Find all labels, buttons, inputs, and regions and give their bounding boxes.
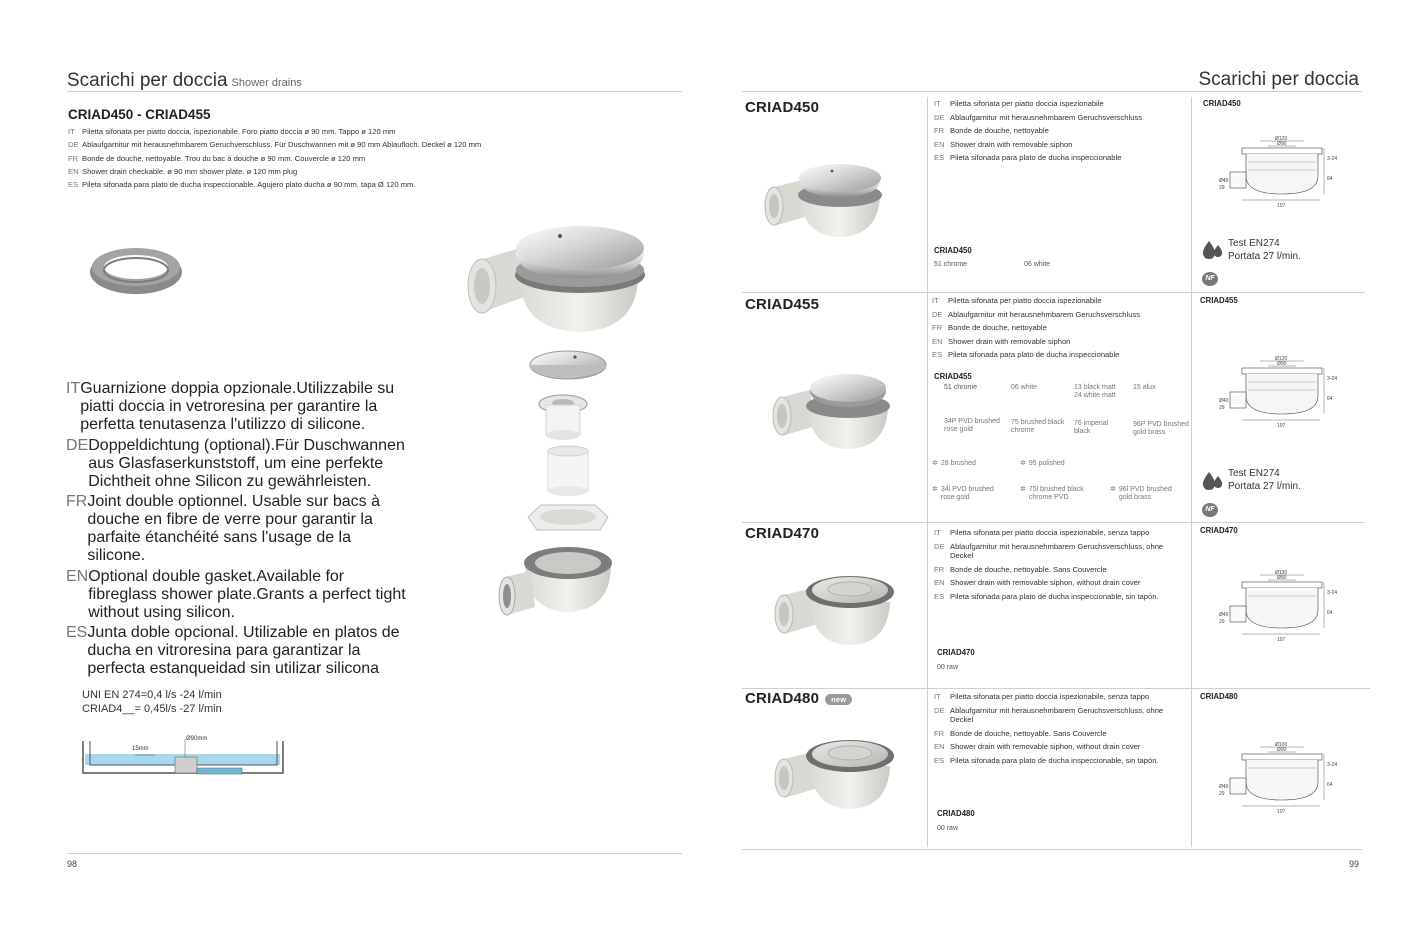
row-separator xyxy=(742,292,1365,293)
finish-code-criad450: CRIAD450 xyxy=(934,246,972,255)
finish-76-line2: black xyxy=(1074,428,1091,436)
desc-row: FR Bonde de douche, nettoyable. Sans Couvercle xyxy=(934,728,1107,738)
desc-row: IT Piletta sifonata per piatto doccia ispezionabile, senza tappo xyxy=(934,692,1150,701)
dim-label: 29 xyxy=(1219,405,1225,411)
finish-96p xyxy=(1133,421,1189,437)
dim-label: 29 xyxy=(1219,791,1225,797)
dim-label: 3-24 xyxy=(1327,156,1338,162)
desc-row: EN Shower drain with removable siphon, without drain cover xyxy=(934,742,1141,751)
product-desc-criad455 xyxy=(932,296,1187,364)
shower-tray-diagram xyxy=(80,733,290,783)
star-icon: ✲ xyxy=(1110,486,1116,493)
desc-line: ES Pileta sifonada para plato de ducha inspeccionable. Agujero plato ducha ø 90 mm. tapa Ø 120 mm. xyxy=(68,180,416,190)
dim-label: 29 xyxy=(1219,185,1225,191)
right-title-rule xyxy=(742,91,1362,92)
gasket-line: IT Guarnizione doppia opzionale.Utilizzabile su piatti doccia in vetroresina per garantire la perfetta tenutasenza l'utilizzo di silicone. xyxy=(66,380,395,433)
desc-line: DE Ablaufgarnitur mit herausnehmbarem Geruchverschluss. Für Duschwannen mit ø 90 mm Ablaufloch. Deckel ø 120 mm xyxy=(68,140,482,150)
product-code-criad480 xyxy=(745,690,852,707)
dim-label: Ø120 xyxy=(1275,356,1288,362)
finish-95-polished: ✲ 95 polished xyxy=(1020,460,1065,467)
dim-label: 107 xyxy=(1277,203,1286,209)
drawing-code-criad455: CRIAD455 xyxy=(1200,296,1238,305)
finish-75 xyxy=(1011,419,1064,435)
dim-label: Ø90 xyxy=(1277,361,1287,367)
dim-label: Ø90 xyxy=(1277,141,1287,147)
desc-row: ES Pileta sifonada para plato de ducha inspeccionable, sin tapón. xyxy=(934,591,1159,601)
desc-row: IT Piletta sifonata per piatto doccia ispezionabile, senza tappo xyxy=(934,528,1150,537)
finish-15-alux: 15 alux xyxy=(1133,384,1156,391)
desc-row: FR Bonde de douche, nettoyable xyxy=(932,323,1047,332)
gasket-line: ES Junta doble opcional. Utilizable en platos de ducha en vitroresina para garantizar la perfecta estanqueidad sin utilizar silicona xyxy=(66,624,400,678)
technical-drawing-criad455 xyxy=(1216,352,1346,432)
left-footer-rule xyxy=(67,853,682,854)
finish-13-24 xyxy=(1074,384,1116,400)
dim-label: Ø40 xyxy=(1219,784,1229,790)
technical-drawing-criad470 xyxy=(1216,566,1346,646)
finish-75l: ✲ 75l brushed black chrome PVD xyxy=(1020,486,1084,502)
product-image-criad450 xyxy=(762,160,892,240)
product-image-criad455 xyxy=(770,370,900,452)
test-standard: Test EN274 xyxy=(1228,468,1280,479)
technical-drawing-criad450 xyxy=(1216,132,1346,212)
star-icon: ✲ xyxy=(932,486,938,493)
flow-line-2: CRIAD4__= 0,45l/s -27 l/min xyxy=(82,703,222,715)
column-separator xyxy=(927,97,928,847)
left-title-text: Scarichi per doccia xyxy=(67,70,228,91)
desc-line: FR Bonde de douche, nettoyable. Trou du bac à douche ø 90 mm. Couvercle ø 120 mm xyxy=(68,153,366,163)
dim-label: 64 xyxy=(1327,396,1333,402)
gasket-image xyxy=(84,240,194,300)
test-flow: Portata 27 l/min. xyxy=(1228,481,1301,492)
finish-raw: 00 raw xyxy=(937,825,959,832)
finish-34p xyxy=(944,418,1000,434)
finish-96p-line1: 96P PVD brushed xyxy=(1133,421,1189,428)
finish-34l: ✲ 34l PVD brushed rose gold xyxy=(932,486,994,502)
dim-label: 64 xyxy=(1327,782,1333,788)
dim-label: 3-24 xyxy=(1327,376,1338,382)
column-separator xyxy=(1191,97,1192,847)
diagram-label-15: 15mm xyxy=(132,746,149,752)
row-separator xyxy=(742,688,1370,689)
desc-row: FR Bonde de douche, nettoyable. Sans Couvercle xyxy=(934,564,1107,574)
product-code-text: CRIAD480 xyxy=(745,690,820,707)
star-icon: ✲ xyxy=(932,460,938,467)
right-page-title: Scarichi per doccia xyxy=(1198,69,1359,90)
nf-certification-icon: NF xyxy=(1202,272,1218,286)
water-drops-icon xyxy=(1201,470,1225,492)
desc-row: DE Ablaufgarnitur mit herausnehmbarem Geruchsverschluss, ohne Deckel xyxy=(934,541,1164,560)
finish-code-criad455: CRIAD455 xyxy=(934,372,972,381)
finish-34p-line2: rose gold xyxy=(944,426,973,434)
test-standard: Test EN274 xyxy=(1228,238,1280,249)
finish-13-black-matt: 13 black matt xyxy=(1074,384,1116,391)
gasket-description xyxy=(66,380,411,681)
finish-96p-line2: gold brass xyxy=(1133,429,1166,437)
finish-code-criad470: CRIAD470 xyxy=(937,648,975,657)
desc-row: IT Piletta sifonata per piatto doccia ispezionabile xyxy=(932,296,1102,305)
finish-raw: 00 raw xyxy=(937,664,959,671)
diagram-label-90: Ø90mm xyxy=(186,736,208,742)
right-footer-rule xyxy=(742,849,1362,850)
left-subtitle: Shower drains xyxy=(231,77,302,89)
dim-label: Ø90 xyxy=(1277,747,1287,753)
technical-drawing-criad480 xyxy=(1216,738,1346,818)
dim-label: 3-24 xyxy=(1327,762,1338,768)
product-desc-criad470 xyxy=(934,528,1184,605)
dim-label: Ø40 xyxy=(1219,178,1229,184)
desc-row: DE Ablaufgarnitur mit herausnehmbarem Geruchsverschluss xyxy=(932,309,1141,319)
water-drops-icon xyxy=(1201,239,1225,261)
dim-label: Ø120 xyxy=(1275,136,1288,142)
dim-label: 3-24 xyxy=(1327,590,1338,596)
product-image-criad470 xyxy=(772,568,902,650)
test-info-criad455 xyxy=(1228,467,1301,493)
dim-label: Ø40 xyxy=(1219,612,1229,618)
star-icon: ✲ xyxy=(1020,460,1026,467)
product-code-criad470: CRIAD470 xyxy=(745,525,820,542)
drawing-code-criad450: CRIAD450 xyxy=(1203,99,1241,108)
star-icon: ✲ xyxy=(1020,486,1026,493)
flow-rates xyxy=(82,688,222,716)
desc-line: IT Piletta sifonata per piatto doccia, ispezionabile. Foro piatto doccia ø 90 mm. Tappo ø 120 mm xyxy=(68,127,396,136)
dim-label: Ø40 xyxy=(1219,398,1229,404)
finish-34p-line1: 34P PVD brushed xyxy=(944,418,1000,425)
left-heading: CRIAD450 - CRIAD455 xyxy=(68,107,211,122)
left-title-rule xyxy=(67,91,682,92)
drawing-code-criad480: CRIAD480 xyxy=(1200,692,1238,701)
product-code-criad450: CRIAD450 xyxy=(745,99,820,116)
test-flow: Portata 27 l/min. xyxy=(1228,251,1301,262)
right-page-number: 99 xyxy=(1349,859,1360,869)
desc-row: ES Pileta sifonada para plato de ducha inspeccionable xyxy=(934,153,1122,162)
desc-line: EN Shower drain checkable. ø 90 mm shower plate. ø 120 mm plug xyxy=(68,166,298,176)
drain-assembled-image xyxy=(460,220,660,340)
finish-06-white: 06 white xyxy=(1011,384,1038,391)
gasket-line: EN Optional double gasket.Available for fibreglass shower plate.Grants a perfect tight without using silicon. xyxy=(66,567,406,621)
nf-certification-icon: NF xyxy=(1202,503,1218,517)
finish-75-line1: 75 brushed black xyxy=(1011,419,1065,426)
drawing-code-criad470: CRIAD470 xyxy=(1200,526,1238,535)
desc-row: IT Piletta sifonata per piatto doccia ispezionabile xyxy=(934,99,1104,108)
desc-row: ES Pileta sifonada para plato de ducha inspeccionable, sin tapón. xyxy=(934,755,1159,765)
dim-label: Ø100 xyxy=(1275,742,1288,748)
desc-row: FR Bonde de douche, nettoyable xyxy=(934,126,1049,135)
gasket-line: FR Joint double optionnel. Usable sur bacs à douche en fibre de verre pour garantir la parfaite étanchéité sans l'usage de la silicone. xyxy=(66,493,380,565)
desc-row: DE Ablaufgarnitur mit herausnehmbarem Geruchsverschluss xyxy=(934,112,1143,122)
finish-51-chrome: 51 chrome xyxy=(944,384,978,391)
dim-label: 107 xyxy=(1277,423,1286,429)
dim-label: Ø130 xyxy=(1275,570,1288,576)
test-info-criad450 xyxy=(1228,237,1301,263)
dim-label: 29 xyxy=(1219,619,1225,625)
product-code-criad455: CRIAD455 xyxy=(745,296,820,313)
finish-white: 06 white xyxy=(1024,261,1051,268)
new-badge: new xyxy=(825,694,852,705)
left-description xyxy=(68,125,481,191)
desc-row: DE Ablaufgarnitur mit herausnehmbarem Geruchsverschluss, ohne Deckel xyxy=(934,705,1164,724)
dim-label: Ø90 xyxy=(1277,575,1287,581)
dim-label: 107 xyxy=(1277,637,1286,643)
dim-label: 64 xyxy=(1327,610,1333,616)
desc-row: EN Shower drain with removable siphon, without drain cover xyxy=(934,578,1141,587)
desc-row: EN Shower drain with removable siphon xyxy=(932,336,1071,346)
desc-row: ES Pileta sifonada para plato de ducha inspeccionable xyxy=(932,350,1120,359)
finish-chrome: 51 chrome xyxy=(934,261,968,268)
product-desc-criad450 xyxy=(934,99,1184,167)
product-image-criad480 xyxy=(772,732,902,814)
finish-code-criad480: CRIAD480 xyxy=(937,809,975,818)
row-separator xyxy=(742,522,1365,523)
flow-line-1: UNI EN 274=0,4 l/s -24 l/min xyxy=(82,689,222,701)
gasket-line: DE Doppeldichtung (optional).Für Duschwannen aus Glasfaserkunststoff, um eine perfekte Dichtheit ohne Silicon zu gewährleisten. xyxy=(66,436,405,490)
left-page-number: 98 xyxy=(67,859,78,869)
left-page-title xyxy=(67,70,302,92)
finish-96l: ✲ 96l PVD brushed gold brass xyxy=(1110,486,1172,502)
finish-28-brushed: ✲ 28 brushed xyxy=(932,460,976,467)
finish-24-white-matt: 24 white matt xyxy=(1074,392,1116,400)
dim-label: 64 xyxy=(1327,176,1333,182)
finish-75-line2: chrome xyxy=(1011,427,1035,435)
dim-label: 107 xyxy=(1277,809,1286,815)
finish-76 xyxy=(1074,420,1108,436)
desc-row: EN Shower drain with removable siphon xyxy=(934,139,1073,149)
product-desc-criad480 xyxy=(934,692,1184,769)
finish-76-line1: 76 imperial xyxy=(1074,420,1109,427)
drain-exploded-image xyxy=(495,345,645,625)
